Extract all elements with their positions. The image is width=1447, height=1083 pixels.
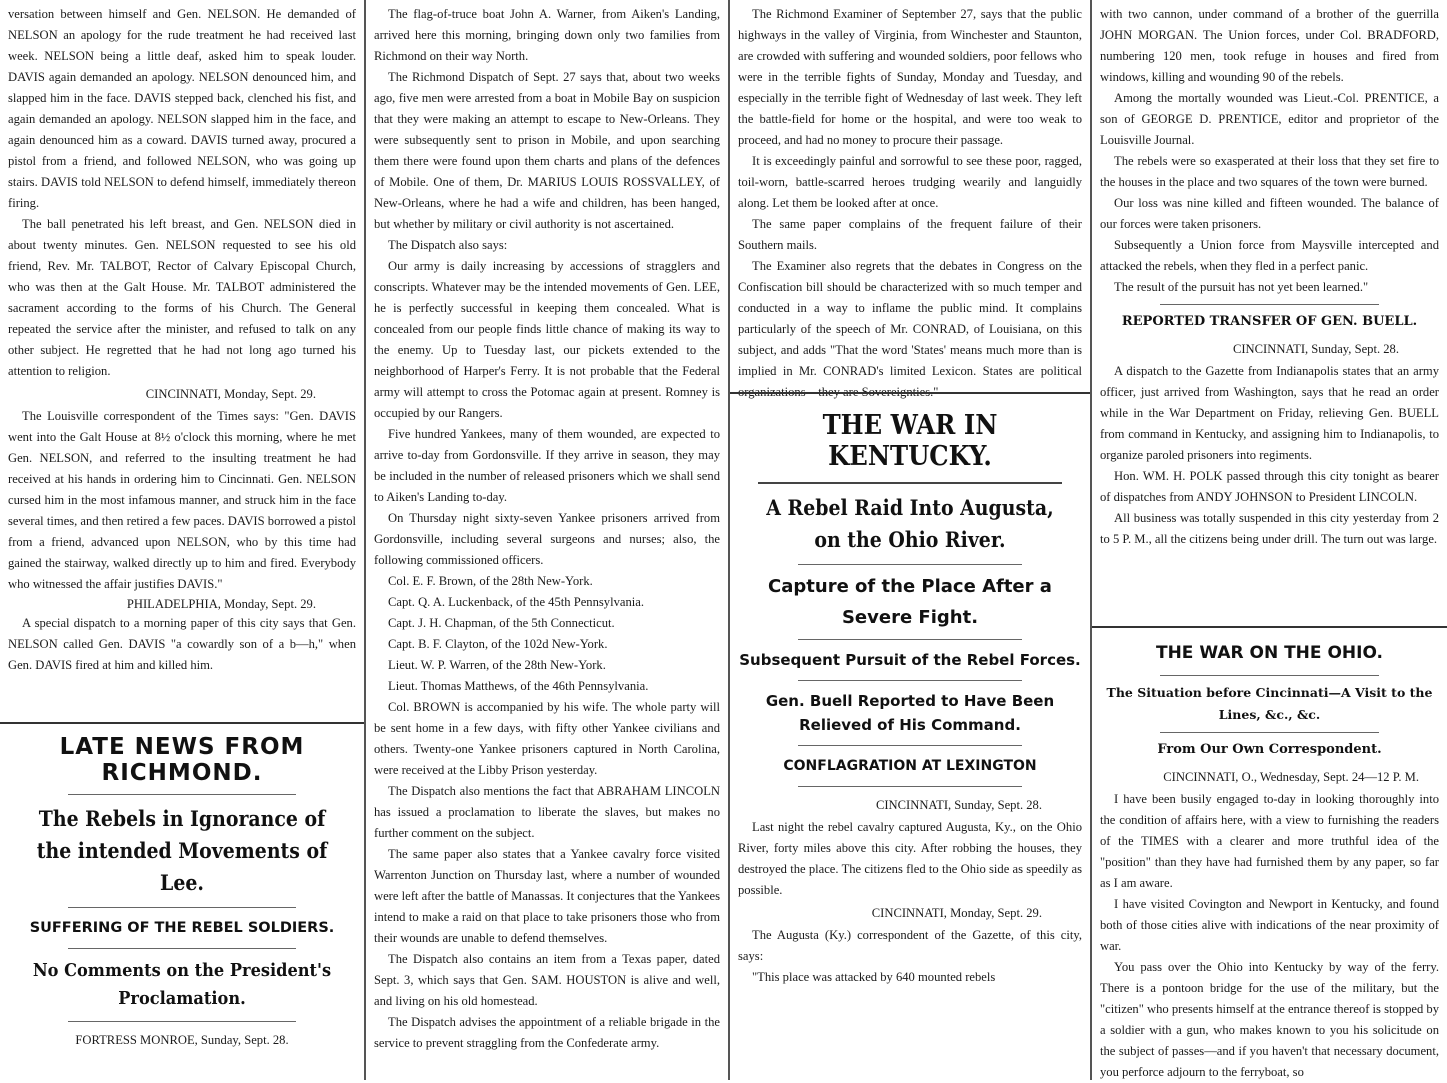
article-paragraph: Subsequently a Union force from Maysville intercepted and attacked the rebels, when they fled in a perfect panic.	[1100, 238, 1439, 273]
divider	[68, 948, 296, 949]
article-paragraph: A special dispatch to a morning paper of this city says that Gen. NELSON called Gen. DAVIS "a cowardly son of a b—h," when Gen. DAVIS fired at him and killed him.	[8, 616, 356, 672]
dateline: CINCINNATI, Sunday, Sept. 28.	[875, 798, 1042, 812]
article-paragraph: Col. BROWN is accompanied by his wife. The whole party will be sent home in a few days, with fifty other Yankee civilians and others. Twenty-one Yankee prisoners captured in North Carolina, were received at the Libby Prison yesterday.	[374, 700, 720, 777]
headline: THE WAR IN KENTUCKY.	[822, 410, 998, 472]
article-paragraph: The result of the pursuit has not yet been learned."	[1114, 280, 1369, 294]
column-4	[1092, 0, 1447, 1080]
nelson-davis-article	[0, 0, 364, 718]
divider	[1160, 675, 1379, 676]
headline: THE WAR ON THE OHIO.	[1155, 643, 1383, 663]
article-paragraph: versation between himself and Gen. NELSON. He demanded of NELSON an apology for the rude treatment he had received last week. NELSON being a little deaf, asked him to speak louder. DAVIS again demanded an apology. NELSON denounced him, and slapped him in the face. DAVIS stepped back, clenched his fist, and again demanded an apology. NELSON slapped him in the face, and again denounced him as a coward. DAVIS turned away, procured a pistol from a friend, and followed NELSON, who was going up stairs. DAVIS told NELSON to defend himself, immediately thereon firing.	[8, 7, 356, 210]
article-paragraph: The same paper complains of the frequent failure of their Southern mails.	[738, 217, 1082, 252]
article-paragraph: I have been busily engaged to-day in looking thoroughly into the condition of affairs here, with a view to furnishing the readers of the TIMES with a clearer and more truthful idea of the "position" than they have had furnished them by any paper, so far as I am aware.	[1100, 792, 1439, 890]
article-paragraph: The same paper also states that a Yankee cavalry force visited Warrenton Junction on Thursday last, where a number of wounded were left after the battle of Manassas. It conjectures that the Yankees intend to make a raid on that place to take prisoners those who from their wounds are unable to defend themselves.	[374, 847, 720, 945]
dateline: CINCINNATI, Monday, Sept. 29.	[871, 906, 1042, 920]
article-paragraph: The flag-of-truce boat John A. Warner, from Aiken's Landing, arrived here this morning, bringing down only two families from Richmond on their way North.	[374, 7, 720, 63]
subheadline: Gen. Buell Reported to Have Been Relieved of His Command.	[765, 692, 1055, 734]
column-3	[730, 0, 1090, 1080]
subheadline: The Rebels in Ignorance of the intended Movements of Lee.	[36, 806, 328, 895]
dateline: CINCINNATI, Monday, Sept. 29.	[145, 387, 316, 401]
war-on-the-ohio-article	[1092, 626, 1447, 1080]
subheadline: The Situation before Cincinnati—A Visit to the Lines, &c., &c.	[1106, 685, 1433, 722]
divider	[798, 745, 1022, 746]
column-1	[0, 0, 364, 1080]
article-paragraph: The ball penetrated his left breast, and Gen. NELSON died in about twenty minutes. Gen. NELSON requested to see his old friend, Rev. Mr. TALBOT, Rector of Calvary Episcopal Church, who was then at the Galt House. Mr. TALBOT administered the sacrament according to the forms of his Church. The General repeated the service after the minister, and refused to talk on any other subject. He regretted that he had not long ago turned his attention to religion.	[8, 217, 356, 378]
article-paragraph: Five hundred Yankees, many of them wounded, are expected to arrive to-day from Gordonsville. If they arrive in season, they may be included in the number of released prisoners which we shall send to Aiken's Landing to-day.	[374, 427, 720, 504]
article-paragraph: All business was totally suspended in this city yesterday from 2 to 5 P. M., all the citizens being under drill. The turn out was large.	[1100, 511, 1439, 546]
article-paragraph: with two cannon, under command of a brother of the guerrilla JOHN MORGAN. The Union forces, under Col. BRADFORD, numbering 120 men, took refuge in houses and fired from windows, killing and wounding 90 of the rebels.	[1100, 7, 1439, 84]
richmond-news-article	[0, 722, 364, 1080]
column-2	[366, 0, 728, 1080]
augusta-and-buell-article	[1092, 0, 1447, 622]
divider	[68, 907, 296, 908]
article-paragraph: On Thursday night sixty-seven Yankee prisoners arrived from Gordonsville, including several surgeons and nurses; also, the following commissioned officers.	[374, 511, 720, 567]
divider	[798, 786, 1022, 787]
article-paragraph: The Richmond Examiner of September 27, says that the public highways in the valley of Virginia, from Winchester and Staunton, are crowded with suffering and wounded soldiers, poor fellows who were in the terrible fights of Sunday, Monday and Tuesday, and especially in the terrible fight of Wednesday of last week. They left the battle-field for home or the hospital, and were too weak to proceed, and had no money to procure their passage.	[738, 7, 1082, 147]
subheadline: Subsequent Pursuit of the Rebel Forces.	[739, 651, 1081, 669]
officer-line: Capt. Q. A. Luckenback, of the 45th Pennsylvania.	[388, 595, 645, 609]
dateline: PHILADELPHIA, Monday, Sept. 29.	[126, 597, 316, 611]
article-paragraph: The rebels were so exasperated at their loss that they set fire to the houses in the place and two squares of the town were burned.	[1100, 154, 1439, 189]
article-paragraph: The Examiner also regrets that the debates in Congress on the Confiscation bill should be characterized with so much temper and conducted in a way to inflame the public mind. It complains particularly of the speech of Mr. CONRAD, of Louisiana, on this subject, and adds "That the word 'States' means much more than is implied in Mr. CONRAD's limited Lexicon. States are political organizations—they are Sovereignties."	[738, 259, 1082, 399]
article-paragraph: The Augusta (Ky.) correspondent of the Gazette, of this city, says:	[738, 928, 1082, 963]
article-paragraph: The Dispatch also contains an item from a Texas paper, dated Sept. 3, which says that Gen. SAM. HOUSTON is alive and well, and living on his old homestead.	[374, 952, 720, 1008]
divider	[68, 794, 296, 795]
subheadline: No Comments on the President's Proclamation.	[32, 960, 332, 1009]
divider	[798, 564, 1022, 565]
richmond-dispatch-article	[366, 0, 728, 1080]
article-paragraph: The Dispatch also mentions the fact that ABRAHAM LINCOLN has issued a proclamation to liberate the slaves, but makes no further comment on the subject.	[374, 784, 720, 840]
officer-line: Col. E. F. Brown, of the 28th New-York.	[388, 574, 593, 588]
dateline: CINCINNATI, O., Wednesday, Sept. 24—12 P. M.	[1163, 770, 1419, 784]
dateline: FORTRESS MONROE, Sunday, Sept. 28.	[75, 1033, 289, 1047]
divider	[758, 482, 1062, 484]
divider	[798, 639, 1022, 640]
article-paragraph: Hon. WM. H. POLK passed through this city tonight as bearer of dispatches from ANDY JOHNSON to President LINCOLN.	[1100, 469, 1439, 504]
subheadline: A Rebel Raid Into Augusta, on the Ohio River.	[766, 495, 1054, 552]
article-paragraph: Our loss was nine killed and fifteen wounded. The balance of our forces were taken prisoners.	[1100, 196, 1439, 231]
divider	[68, 1021, 296, 1022]
article-paragraph: You pass over the Ohio into Kentucky by way of the ferry. There is a pontoon bridge for the use of the military, but the "citizen" who presents himself at the entrance thereof is stopped by a soldier with a gun, who makes known to you his solicitude on the subject of passes—and if you haven't that necessary document, you perforce adjourn to the ferryboat, so	[1100, 960, 1440, 1079]
subheadline: CONFLAGRATION AT LEXINGTON	[783, 758, 1037, 774]
war-in-kentucky-article	[730, 392, 1090, 1080]
subheadline: REPORTED TRANSFER OF GEN. BUELL.	[1121, 314, 1418, 329]
richmond-examiner-article	[730, 0, 1090, 399]
officer-line: Capt. B. F. Clayton, of the 102d New-York.	[388, 637, 608, 651]
article-paragraph: The Richmond Dispatch of Sept. 27 says that, about two weeks ago, five men were arrested from a boat in Mobile Bay on suspicion that they were making an attempt to escape to New-Orleans. They were subsequently sent to prison in Mobile, and upon searching them there were found upon them charts and plans of the defences of Mobile. One of them, Dr. MARIUS LOUIS ROSSVALLEY, of New-Orleans, where he had a wife and children, has been hanged, but whether by military or civil authority is not ascertained.	[374, 70, 720, 231]
article-paragraph: The Dispatch also says:	[388, 238, 508, 252]
article-paragraph: It is exceedingly painful and sorrowful to see these poor, ragged, toil-worn, battle-scarred heroes trudging wearily and languidly along. Let them be looked after at once.	[738, 154, 1082, 210]
officer-line: Lieut. Thomas Matthews, of the 46th Pennsylvania.	[388, 679, 649, 693]
article-paragraph: Among the mortally wounded was Lieut.-Col. PRENTICE, a son of GEORGE D. PRENTICE, editor and proprietor of the Louisville Journal.	[1100, 91, 1439, 147]
article-paragraph: A dispatch to the Gazette from Indianapolis states that an army officer, just arrived from Washington, says that he read an order while in the War Department on Friday, relieving Gen. BUELL from command in Kentucky, and assigning him to Indianapolis, to organize paroled prisoners into regiments.	[1100, 364, 1439, 462]
headline: LATE NEWS FROM RICHMOND.	[59, 734, 305, 786]
article-paragraph: Our army is daily increasing by accessions of stragglers and conscripts. Whatever may be the intended movements of Gen. LEE, he is perfectly successful in keeping them concealed. What is concealed from our people finds little chance of making its way to the enemy. Up to Tuesday last, our pickets extended to the neighborhood of Harper's Ferry. It is not probable that the Federal army will attempt to cross the Potomac again at present. Romney is occupied by our Rangers.	[374, 259, 720, 420]
divider	[798, 680, 1022, 681]
byline: From Our Own Correspondent.	[1157, 742, 1382, 757]
article-paragraph: Last night the rebel cavalry captured Augusta, Ky., on the Ohio River, forty miles above this city. After robbing the houses, they destroyed the place. The citizens fled to the Ohio side as speedily as possible.	[738, 820, 1082, 897]
article-paragraph: "This place was attacked by 640 mounted rebels	[752, 970, 996, 984]
article-paragraph: The Dispatch advises the appointment of a reliable brigade in the service to prevent straggling from the Confederate army.	[374, 1015, 720, 1050]
officer-line: Capt. J. H. Chapman, of the 5th Connecticut.	[388, 616, 615, 630]
dateline: CINCINNATI, Sunday, Sept. 28.	[1232, 342, 1399, 356]
divider	[1160, 304, 1379, 305]
subheadline: SUFFERING OF THE REBEL SOLDIERS.	[29, 920, 335, 936]
subheadline: Capture of the Place After a Severe Fight.	[768, 576, 1052, 628]
article-paragraph: I have visited Covington and Newport in Kentucky, and found both of those cities alive with indications of the near proximity of war.	[1100, 897, 1439, 953]
divider	[1160, 732, 1379, 733]
officer-line: Lieut. W. P. Warren, of the 28th New-York.	[388, 658, 606, 672]
article-paragraph: The Louisville correspondent of the Times says: "Gen. DAVIS went into the Galt House at 8½ o'clock this morning, where he met Gen. NELSON, and referred to the insulting treatment he had received at his hands in ordering him to Cincinnati. Gen. NELSON cursed him in the most infamous manner, and struck him in the face several times, and then retired a few paces. DAVIS borrowed a pistol from a friend, advanced upon NELSON, who by this time had gained the stairway, walked directly up to him and fired. Everybody who witnessed the affair justifies DAVIS."	[8, 409, 356, 591]
